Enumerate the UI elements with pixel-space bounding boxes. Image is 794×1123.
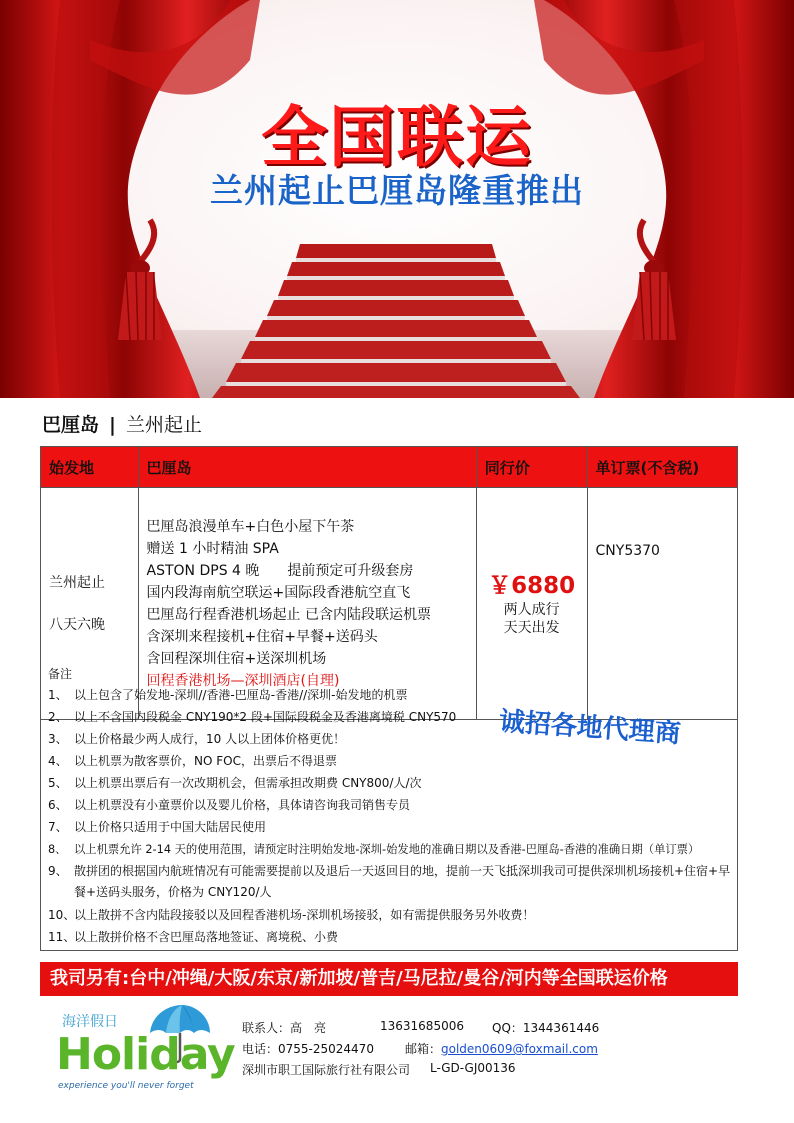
company-name: 深圳市职工国际旅行社有限公司 [242, 1063, 411, 1077]
section-separator: | [109, 414, 116, 436]
contact-email-wrap [405, 1040, 598, 1057]
note-item: 7、 以上价格只适用于中国大陆居民使用 [48, 820, 267, 834]
header-origin: 始发地 [41, 447, 139, 488]
header-destination: 巴厘岛 [138, 447, 476, 488]
note-item: 8、 以上机票允许 2-14 天的使用范围，请预定时注明始发地-深圳-始发地的准确日期以及香港-巴厘岛-香港的准确日期（单订票） [48, 843, 700, 856]
contact-qq: QQ：1344361446 [492, 1021, 600, 1035]
feature-highlight: 回程香港机场—深圳酒店(自理) [146, 672, 340, 689]
ticket-price-cell: CNY5370 [587, 488, 737, 720]
feature-item: 含深圳来程接机+住宿+早餐+送码头 [146, 628, 378, 645]
feature-item: 含回程深圳住宿+送深圳机场 [146, 650, 327, 667]
note-item: 9、 散拼团的根据国内航班情况有可能需要提前以及退后一天返回目的地，提前一天飞抵深圳我司可提供深圳机场接机+住宿+早餐+送码头服务，价格为 CNY120/人 [48, 864, 731, 899]
contact-person: 联系人：高 亮 [242, 1021, 327, 1035]
logo-chinese-name: 海洋假日 [62, 1014, 118, 1030]
contact-row-1 [0, 1019, 794, 1039]
feature-item: 赠送 1 小时精油 SPA [146, 540, 279, 557]
hero-subtitle: 兰州起止巴厘岛隆重推出 [210, 171, 584, 210]
note-item: 10、以上散拼不含内陆段接驳以及回程香港机场-深圳机场接驳，如有需提供服务另外收费！ [48, 908, 535, 922]
section-destination: 巴厘岛 [42, 414, 100, 436]
email-link[interactable]: golden0609@foxmail.com [441, 1042, 598, 1056]
feature-item: 国内段海南航空联运+国际段香港航空直飞 [146, 584, 411, 601]
note-item: 2、 以上不含国内段税金 CNY190*2 段+国际段税金及香港离境税 CNY570 [48, 710, 457, 724]
agent-recruit-slogan: 诚招各地代理商 [498, 706, 682, 750]
other-routes-banner: 我司另有:台中/冲绳/大阪/东京/新加坡/普吉/马尼拉/曼谷/河内等全国联运价格 [40, 962, 738, 996]
contact-row-2 [0, 1040, 794, 1060]
price-note-daily: 天天出发 [503, 619, 560, 636]
feature-item: 巴厘岛浪漫单车+白色小屋下午茶 [146, 518, 355, 535]
contact-row-3 [0, 1061, 794, 1081]
license-number: L-GD-GJ00136 [430, 1061, 516, 1075]
note-item: 5、 以上机票出票后有一次改期机会，但需承担改期费 CNY800/人/次 [48, 776, 422, 790]
logo-tagline: experience you'll never forget [58, 1081, 194, 1091]
note-item: 4、 以上机票为散客票价，NO FOC，出票后不得退票 [48, 754, 337, 768]
staircase [212, 244, 580, 398]
price-note-min-people: 两人成行 [503, 601, 560, 618]
section-title [42, 410, 202, 437]
header-ticket-only: 单订票(不含税) [587, 447, 737, 488]
origin-city: 兰州起止 [49, 574, 105, 591]
contact-mobile: 13631685006 [380, 1019, 464, 1033]
price-value: ￥6880 [488, 572, 576, 599]
table-header-row [41, 447, 738, 488]
contact-phone: 电话：0755-25024470 [242, 1042, 374, 1056]
note-item: 3、 以上价格最少两人成行，10 人以上团体价格更优！ [48, 732, 346, 746]
note-item: 11、以上散拼价格不含巴厘岛落地签证、离境税、小费 [48, 930, 339, 944]
notes-heading: 备注 [48, 667, 73, 681]
note-item: 1、 以上包含了始发地-深圳//香港-巴厘岛-香港//深圳-始发地的机票 [48, 688, 408, 702]
note-item: 6、 以上机票没有小童票价以及婴儿价格，具体请咨询我司销售专员 [48, 798, 411, 812]
section-origin: 兰州起止 [125, 414, 202, 436]
trip-duration: 八天六晚 [49, 616, 105, 633]
hero-title: 全国联运 [261, 99, 533, 176]
header-price: 同行价 [476, 447, 587, 488]
feature-item: 巴厘岛行程香港机场起止 已含内陆段联运机票 [146, 606, 431, 623]
logo-wordmark: Holiday [56, 1029, 235, 1080]
feature-item: ASTON DPS 4 晚 提前预定可升级套房 [146, 562, 414, 579]
hero-banner [0, 0, 794, 398]
email-label: 邮箱： [405, 1042, 442, 1056]
notes-box [40, 661, 738, 951]
